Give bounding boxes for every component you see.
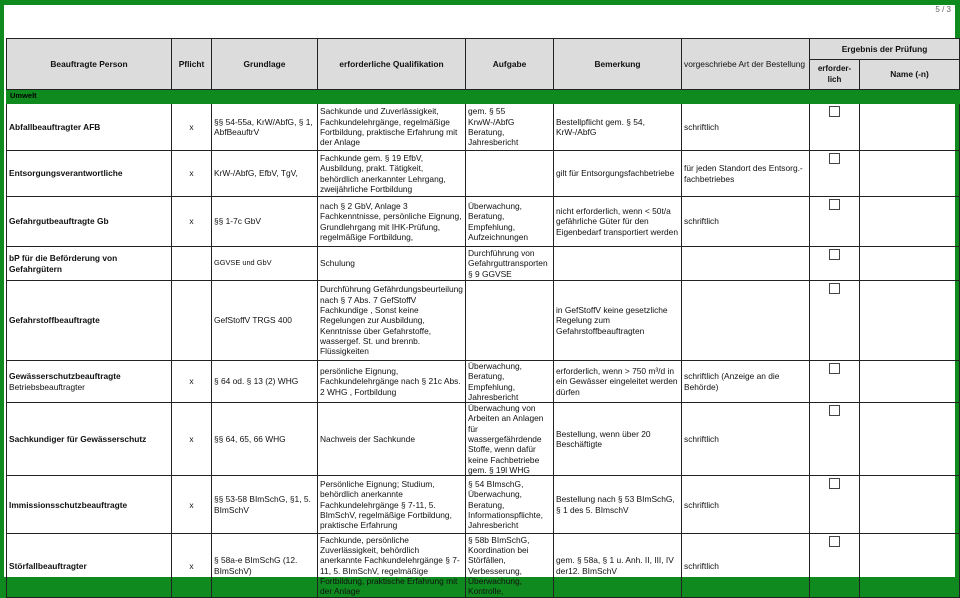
person-label: Sachkundiger für Gewässerschutz [9, 434, 147, 445]
table-row [7, 197, 960, 247]
cell-remark: Bestellung nach § 53 BImSchG, § 1 des 5. BImschV [554, 476, 682, 534]
cell-name [860, 104, 960, 151]
cell-qualification: Persönliche Eignung; Studium, behördlich anerkannte Fachkundelehrgänge § 7-11, 5. BImSchV, regelmäßige Fortbildung, praktische Erfahrung [318, 476, 466, 534]
table-row [7, 476, 960, 534]
table-row [7, 534, 960, 598]
cell-task [466, 151, 554, 197]
cell-person [7, 197, 172, 247]
cell-task: Überwachung, Beratung, Empfehlung, Aufzeichnungen [466, 197, 554, 247]
cell-duty: x [172, 197, 212, 247]
cell-required [810, 197, 860, 247]
header-required: erforder-lich [810, 60, 860, 90]
person-label: Störfallbeauftragter [9, 560, 87, 571]
cell-task: Durchführung von Gefahrguttransporten § 9 GGVSE [466, 247, 554, 281]
cell-duty [172, 247, 212, 281]
cell-duty: x [172, 403, 212, 476]
cell-basis: §§ 53-58 BImSchG, §1, 5. BImSchV [212, 476, 318, 534]
header-result: Ergebnis der Prüfung [810, 39, 960, 60]
cell-qualification: Fachkunde, persönliche Zuverlässigkeit, behördlich anerkannte Fachkundelehrgänge § 7-11, 5. BImSchV, regelmäßige Fortbildung, praktische Erfahrung mit der Anlage [318, 534, 466, 598]
required-checkbox[interactable] [829, 478, 840, 489]
cell-person [7, 281, 172, 361]
cell-required [810, 281, 860, 361]
cell-task [466, 281, 554, 361]
cell-name [860, 403, 960, 476]
section-label: Umwelt [7, 90, 960, 104]
required-checkbox[interactable] [829, 106, 840, 117]
cell-remark: nicht erforderlich, wenn < 50t/a gefährliche Güter für den Eigenbedarf transportiert werden [554, 197, 682, 247]
cell-required [810, 534, 860, 598]
header-duty: Pflicht [172, 39, 212, 90]
cell-appointment: schriftlich [682, 197, 810, 247]
cell-remark: gilt für Entsorgungsfachbetriebe [554, 151, 682, 197]
person-label: Gefahrstoffbeauftragte [9, 315, 100, 326]
cell-basis: §§ 1-7c GbV [212, 197, 318, 247]
table-row [7, 281, 960, 361]
cell-remark: gem. § 58a, § 1 u. Anh. II, III, IV der12. BImSchV [554, 534, 682, 598]
cell-task: § 54 BImschG, Überwachung, Beratung, Informationspflichte, Jahresbericht [466, 476, 554, 534]
cell-task: Überwachung von Arbeiten an Anlagen für wassergefährdende Stoffe, wenn dafür keine Fachbetriebe gem. § 19l WHG [466, 403, 554, 476]
cell-qualification: nach § 2 GbV, Anlage 3 Fachkenntnisse, persönliche Eignung, Grundlehrgang mit IHK-Prüfung, regelmäßige Fortbildung, [318, 197, 466, 247]
cell-qualification: Fachkunde gem. § 19 EfbV, Ausbildung, prakt. Tätigkeit, behördlich anerkannter Lehrgang, zweijährliche Fortbildung [318, 151, 466, 197]
header-task: Aufgabe [466, 39, 554, 90]
person-label: bP für die Beförderung von Gefahrgütern [9, 253, 118, 274]
cell-remark: erforderlich, wenn > 750 m³/d in ein Gewässer eingeleitet werden dürfen [554, 361, 682, 403]
cell-name [860, 247, 960, 281]
spreadsheet-sheet [4, 5, 955, 597]
cell-duty: x [172, 151, 212, 197]
cell-appointment [682, 247, 810, 281]
person-sub-label: Betriebsbeauftragter [9, 381, 85, 392]
cell-appointment: schriftlich [682, 403, 810, 476]
cell-task: § 58b BImSchG, Koordination bei Störfällen, Verbesserung, Überwachung, Kontrolle, [466, 534, 554, 598]
required-checkbox[interactable] [829, 249, 840, 260]
cell-duty: x [172, 534, 212, 598]
page-corner-mark: 5 / 3 [935, 5, 951, 14]
cell-person [7, 403, 172, 476]
cell-qualification: Sachkunde und Zuverlässigkeit, Fachkundelehrgänge, regelmäßige Fortbildung, praktische Erfahrung mit der Anlage [318, 104, 466, 151]
cell-remark [554, 247, 682, 281]
cell-basis: KrW-/AbfG, EfbV, TgV, [212, 151, 318, 197]
header-appointment: vorgeschriebe Art der Bestellung [682, 39, 810, 90]
cell-person [7, 151, 172, 197]
cell-person [7, 104, 172, 151]
cell-basis: § 58a-e BImSchG (12. BImSchV) [212, 534, 318, 598]
cell-appointment: für jeden Standort des Entsorg.-fachbetriebes [682, 151, 810, 197]
table-row [7, 104, 960, 151]
cell-remark: in GefStoffV keine gesetzliche Regelung zum Gefahrstoffbeauftragten [554, 281, 682, 361]
cell-basis: GefStoffV TRGS 400 [212, 281, 318, 361]
cell-name [860, 281, 960, 361]
cell-qualification: Schulung [318, 247, 466, 281]
cell-basis: §§ 64, 65, 66 WHG [212, 403, 318, 476]
cell-appointment: schriftlich [682, 534, 810, 598]
cell-duty: x [172, 104, 212, 151]
cell-appointment: schriftlich (Anzeige an die Behörde) [682, 361, 810, 403]
header-name: Name (-n) [860, 60, 960, 90]
person-label: Gewässerschutzbeauftragte [9, 371, 121, 382]
cell-name [860, 151, 960, 197]
cell-basis: GGVSE und GbV [212, 247, 318, 281]
cell-basis: § 64 od. § 13 (2) WHG [212, 361, 318, 403]
person-label: Gefahrgutbeauftragte Gb [9, 216, 109, 227]
cell-name [860, 197, 960, 247]
person-label: Entsorgungsverantwortliche [9, 168, 123, 179]
required-checkbox[interactable] [829, 153, 840, 164]
cell-duty: x [172, 361, 212, 403]
cell-task: gem. § 55 KrwW-/AbfG Beratung, Jahresbericht [466, 104, 554, 151]
cell-name [860, 476, 960, 534]
person-label: Abfallbeauftragter AFB [9, 121, 101, 132]
required-checkbox[interactable] [829, 536, 840, 547]
cell-person [7, 361, 172, 403]
required-checkbox[interactable] [829, 405, 840, 416]
cell-person [7, 476, 172, 534]
cell-qualification: Durchführung Gefährdungsbeurteilung nach § 7 Abs. 7 GefStoffV Fachkundige , Sonst keine Regelungen zur Ausbildung, Kenntnisse über Gefahrstoffe, wassergef. St. und brennb. Flüssigkeiten [318, 281, 466, 361]
cell-person [7, 247, 172, 281]
section-row-umwelt [7, 90, 960, 104]
cell-duty: x [172, 476, 212, 534]
cell-required [810, 247, 860, 281]
table-row [7, 361, 960, 403]
cell-required [810, 403, 860, 476]
cell-duty [172, 281, 212, 361]
cell-required [810, 476, 860, 534]
header-remark: Bemerkung [554, 39, 682, 90]
cell-appointment [682, 281, 810, 361]
cell-required [810, 104, 860, 151]
table-row [7, 151, 960, 197]
required-checkbox[interactable] [829, 199, 840, 210]
header-basis: Grundlage [212, 39, 318, 90]
required-checkbox[interactable] [829, 283, 840, 294]
header-person: Beauftragte Person [7, 39, 172, 90]
cell-qualification: Nachweis der Sachkunde [318, 403, 466, 476]
header-qualification: erforderliche Qualifikation [318, 39, 466, 90]
cell-name [860, 361, 960, 403]
table-row [7, 403, 960, 476]
cell-appointment: schriftlich [682, 104, 810, 151]
cell-required [810, 151, 860, 197]
cell-qualification: persönliche Eignung, Fachkundelehrgänge nach § 21c Abs. 2 WHG , Fortbildung [318, 361, 466, 403]
cell-required [810, 361, 860, 403]
person-label: Immissionsschutzbeauftragte [9, 499, 128, 510]
cell-task: Überwachung, Beratung, Empfehlung, Jahresbericht [466, 361, 554, 403]
table-row [7, 247, 960, 281]
cell-remark: Bestellung, wenn über 20 Beschäftigte [554, 403, 682, 476]
required-checkbox[interactable] [829, 363, 840, 374]
responsibility-table [6, 38, 960, 598]
cell-basis: §§ 54-55a, KrW/AbfG, § 1, AbfBeauftrV [212, 104, 318, 151]
cell-person [7, 534, 172, 598]
cell-name [860, 534, 960, 598]
cell-remark: Bestellpflicht gem. § 54, KrW-/AbfG [554, 104, 682, 151]
cell-appointment: schriftlich [682, 476, 810, 534]
